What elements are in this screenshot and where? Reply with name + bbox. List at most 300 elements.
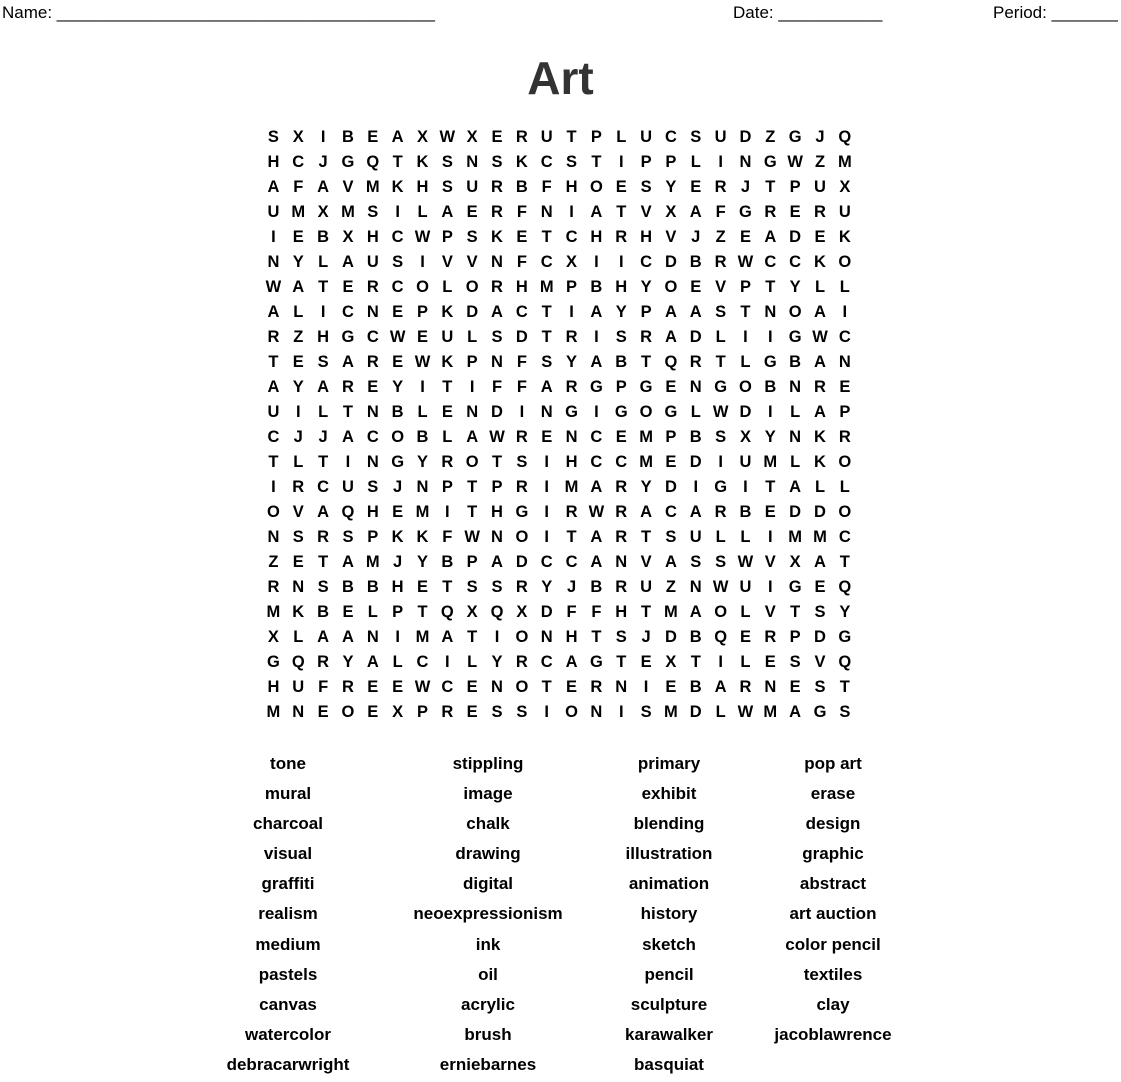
grid-letter: K: [441, 303, 454, 321]
grid-row: [261, 175, 857, 200]
grid-letter: M: [341, 203, 355, 221]
grid-row: [261, 475, 857, 500]
grid-letter: G: [714, 478, 728, 496]
grid-letter: N: [292, 578, 305, 596]
grid-letter: B: [689, 628, 702, 646]
grid-letter: S: [839, 703, 851, 721]
grid-letter: W: [588, 503, 605, 521]
grid-letter: T: [417, 603, 428, 621]
grid-letter: D: [689, 703, 702, 721]
grid-letter: H: [565, 453, 578, 471]
grid-letter: S: [491, 578, 503, 596]
grid-letter: Y: [839, 603, 851, 621]
grid-row: [261, 350, 857, 375]
grid-letter: H: [615, 278, 628, 296]
grid-letter: D: [664, 253, 677, 271]
grid-letter: B: [366, 578, 379, 596]
grid-letter: S: [367, 478, 379, 496]
grid-letter: U: [739, 578, 752, 596]
grid-letter: V: [466, 253, 478, 271]
grid-letter: T: [541, 678, 552, 696]
grid-letter: B: [689, 678, 702, 696]
grid-row: [261, 125, 857, 150]
word-list-item: graphic: [802, 844, 864, 864]
grid-letter: V: [640, 203, 652, 221]
grid-letter: F: [442, 528, 453, 546]
grid-letter: U: [540, 128, 553, 146]
grid-row: [261, 325, 857, 350]
grid-letter: U: [739, 453, 752, 471]
grid-letter: O: [267, 503, 280, 521]
grid-letter: H: [267, 153, 280, 171]
grid-letter: E: [466, 203, 478, 221]
grid-letter: B: [441, 553, 454, 571]
grid-letter: Z: [268, 553, 279, 571]
grid-letter: N: [366, 403, 379, 421]
grid-letter: T: [765, 478, 776, 496]
grid-letter: K: [391, 178, 404, 196]
grid-letter: H: [391, 578, 404, 596]
grid-letter: R: [491, 278, 503, 296]
grid-letter: E: [392, 303, 404, 321]
grid-letter: W: [812, 328, 828, 346]
grid-letter: C: [341, 303, 354, 321]
word-list-item: acrylic: [461, 994, 515, 1014]
grid-letter: M: [664, 603, 678, 621]
grid-letter: E: [789, 678, 801, 696]
grid-letter: A: [689, 603, 702, 621]
grid-letter: L: [293, 453, 304, 471]
grid-letter: H: [491, 503, 503, 521]
grid-letter: L: [740, 528, 751, 546]
grid-letter: R: [689, 353, 702, 371]
grid-letter: P: [416, 703, 428, 721]
grid-letter: Q: [664, 353, 678, 371]
grid-letter: N: [764, 678, 777, 696]
grid-letter: I: [519, 403, 525, 421]
grid-letter: G: [341, 328, 355, 346]
grid-letter: N: [366, 303, 379, 321]
grid-letter: V: [665, 228, 677, 246]
word-list-item: graffiti: [261, 874, 315, 894]
grid-letter: E: [764, 503, 776, 521]
grid-letter: E: [367, 678, 379, 696]
grid-letter: Y: [292, 253, 304, 271]
grid-letter: E: [367, 703, 379, 721]
grid-letter: E: [665, 378, 677, 396]
grid-letter: O: [739, 378, 752, 396]
word-list-item: erase: [810, 784, 856, 804]
grid-letter: P: [441, 228, 453, 246]
grid-letter: B: [590, 578, 603, 596]
grid-letter: Q: [714, 628, 728, 646]
grid-letter: L: [442, 278, 453, 296]
grid-letter: R: [441, 703, 454, 721]
grid-letter: A: [590, 528, 603, 546]
grid-letter: S: [491, 153, 503, 171]
grid-letter: L: [814, 278, 826, 296]
grid-letter: X: [839, 178, 851, 196]
grid-letter: T: [342, 403, 353, 421]
grid-letter: I: [271, 228, 276, 246]
grid-letter: E: [292, 353, 304, 371]
grid-letter: O: [838, 503, 852, 521]
grid-letter: N: [789, 428, 802, 446]
grid-letter: U: [814, 178, 826, 196]
grid-letter: U: [267, 403, 280, 421]
grid-letter: B: [689, 253, 702, 271]
grid-letter: C: [391, 278, 404, 296]
grid-letter: B: [789, 353, 802, 371]
grid-letter: S: [392, 253, 404, 271]
word-list-item: history: [640, 904, 698, 924]
grid-letter: A: [441, 203, 454, 221]
grid-letter: C: [789, 253, 802, 271]
word-list-item: illustration: [625, 844, 713, 864]
grid-letter: N: [292, 703, 305, 721]
grid-letter: A: [590, 553, 603, 571]
grid-letter: E: [441, 403, 453, 421]
grid-letter: T: [268, 453, 279, 471]
grid-letter: V: [441, 253, 453, 271]
grid-letter: U: [292, 678, 305, 696]
grid-row: [261, 225, 857, 250]
grid-letter: A: [689, 303, 702, 321]
grid-letter: F: [293, 178, 304, 196]
grid-letter: U: [714, 128, 727, 146]
grid-letter: I: [271, 478, 276, 496]
grid-letter: E: [466, 703, 478, 721]
grid-letter: L: [790, 453, 801, 471]
grid-letter: N: [466, 153, 479, 171]
grid-letter: I: [842, 303, 848, 321]
grid-letter: A: [491, 303, 503, 321]
grid-letter: W: [414, 678, 431, 696]
grid-letter: K: [814, 428, 826, 446]
grid-letter: S: [640, 178, 652, 196]
word-list-item: ink: [475, 934, 501, 954]
grid-letter: P: [441, 478, 453, 496]
grid-letter: G: [763, 153, 777, 171]
grid-letter: W: [389, 328, 406, 346]
grid-letter: O: [515, 678, 529, 696]
grid-letter: T: [839, 553, 850, 571]
grid-letter: N: [366, 453, 379, 471]
grid-row: [261, 200, 857, 225]
grid-letter: H: [615, 603, 628, 621]
grid-letter: I: [594, 328, 599, 346]
grid-letter: I: [594, 403, 599, 421]
grid-letter: Y: [392, 378, 404, 396]
grid-letter: J: [393, 478, 403, 496]
grid-letter: D: [664, 628, 677, 646]
grid-letter: N: [416, 478, 429, 496]
grid-letter: A: [764, 228, 777, 246]
grid-letter: S: [715, 553, 727, 571]
grid-letter: T: [442, 578, 453, 596]
grid-letter: U: [838, 203, 851, 221]
grid-letter: H: [565, 628, 578, 646]
grid-letter: C: [391, 228, 404, 246]
grid-letter: S: [441, 178, 453, 196]
grid-row: [261, 275, 857, 300]
grid-letter: L: [417, 403, 428, 421]
grid-letter: H: [366, 503, 379, 521]
grid-letter: A: [391, 128, 404, 146]
grid-letter: H: [590, 228, 603, 246]
grid-letter: V: [764, 603, 776, 621]
grid-letter: T: [715, 353, 726, 371]
grid-letter: I: [395, 203, 400, 221]
word-list-item: canvas: [259, 994, 317, 1014]
grid-letter: I: [469, 378, 475, 396]
grid-letter: D: [466, 303, 479, 321]
grid-row: [261, 600, 857, 625]
grid-letter: C: [615, 453, 628, 471]
grid-letter: N: [590, 703, 603, 721]
grid-letter: K: [416, 528, 429, 546]
grid-letter: R: [515, 128, 528, 146]
grid-letter: C: [640, 253, 653, 271]
grid-letter: B: [739, 503, 752, 521]
grid-letter: I: [395, 628, 400, 646]
grid-letter: V: [814, 653, 826, 671]
grid-letter: E: [317, 703, 329, 721]
grid-letter: V: [764, 553, 776, 571]
grid-letter: N: [491, 353, 503, 371]
grid-letter: A: [814, 553, 826, 571]
word-list-item: digital: [462, 874, 514, 894]
word-list-item: chalk: [466, 814, 510, 834]
grid-letter: S: [267, 128, 279, 146]
grid-letter: E: [814, 228, 826, 246]
grid-letter: E: [615, 428, 627, 446]
grid-row: [261, 300, 857, 325]
grid-letter: V: [715, 278, 727, 296]
grid-letter: O: [639, 403, 653, 421]
grid-letter: K: [838, 228, 851, 246]
grid-letter: L: [293, 628, 304, 646]
grid-letter: I: [544, 453, 549, 471]
date-field-label: Date: ___________: [733, 3, 883, 22]
grid-letter: I: [718, 653, 723, 671]
grid-letter: M: [266, 603, 281, 621]
grid-letter: T: [566, 528, 577, 546]
grid-letter: X: [665, 653, 677, 671]
grid-letter: L: [318, 253, 329, 271]
grid-letter: I: [768, 578, 773, 596]
grid-letter: T: [591, 153, 602, 171]
word-list-item: pastels: [258, 964, 318, 984]
grid-letter: N: [466, 403, 479, 421]
grid-letter: E: [416, 578, 428, 596]
word-list-item: stippling: [452, 754, 524, 773]
grid-letter: E: [416, 328, 428, 346]
grid-letter: P: [416, 303, 428, 321]
grid-letter: L: [690, 403, 701, 421]
grid-letter: M: [788, 528, 803, 546]
grid-letter: Q: [838, 653, 852, 671]
grid-letter: G: [341, 153, 355, 171]
grid-letter: M: [291, 203, 306, 221]
grid-letter: C: [540, 653, 553, 671]
grid-letter: N: [366, 628, 379, 646]
grid-letter: F: [516, 253, 527, 271]
grid-letter: W: [712, 403, 729, 421]
grid-letter: K: [814, 453, 826, 471]
grid-letter: E: [814, 578, 826, 596]
grid-letter: P: [466, 353, 478, 371]
grid-letter: N: [540, 628, 553, 646]
grid-row: [261, 500, 857, 525]
grid-letter: P: [789, 628, 801, 646]
grid-letter: W: [737, 553, 754, 571]
grid-letter: U: [689, 528, 702, 546]
grid-letter: T: [690, 653, 701, 671]
grid-letter: A: [664, 553, 677, 571]
grid-letter: L: [417, 203, 428, 221]
grid-letter: Y: [640, 278, 652, 296]
grid-letter: E: [690, 278, 702, 296]
grid-letter: I: [618, 153, 624, 171]
grid-letter: T: [591, 628, 602, 646]
grid-row: [261, 425, 857, 450]
grid-letter: L: [715, 703, 726, 721]
grid-letter: M: [639, 428, 653, 446]
word-list-item: textiles: [803, 964, 863, 984]
grid-letter: C: [317, 478, 330, 496]
grid-letter: A: [317, 378, 330, 396]
grid-letter: Z: [715, 228, 726, 246]
grid-letter: K: [441, 353, 454, 371]
grid-letter: H: [267, 678, 280, 696]
grid-letter: A: [640, 503, 653, 521]
grid-letter: S: [292, 528, 304, 546]
grid-letter: X: [739, 428, 751, 446]
word-list-item: visual: [263, 844, 313, 864]
grid-letter: X: [317, 203, 329, 221]
grid-letter: R: [838, 428, 851, 446]
word-list-item: charcoal: [253, 814, 323, 834]
grid-letter: I: [320, 303, 326, 321]
grid-letter: G: [788, 578, 802, 596]
grid-letter: R: [764, 203, 777, 221]
grid-letter: E: [789, 203, 801, 221]
grid-letter: M: [365, 553, 380, 571]
grid-letter: S: [466, 228, 478, 246]
grid-letter: E: [739, 628, 751, 646]
grid-letter: A: [664, 303, 677, 321]
word-list-item: medium: [255, 934, 321, 954]
grid-letter: M: [564, 478, 579, 496]
grid-letter: G: [614, 403, 628, 421]
grid-letter: S: [715, 303, 727, 321]
grid-letter: N: [491, 528, 503, 546]
grid-letter: S: [516, 453, 528, 471]
grid-letter: I: [544, 503, 549, 521]
grid-letter: K: [515, 153, 528, 171]
grid-letter: U: [466, 178, 479, 196]
grid-letter: N: [689, 578, 702, 596]
grid-letter: X: [292, 128, 304, 146]
period-field-label: Period: _______: [993, 3, 1118, 22]
grid-letter: O: [589, 178, 603, 196]
grid-letter: A: [341, 553, 354, 571]
grid-letter: N: [764, 303, 777, 321]
word-list-item: art auction: [789, 904, 877, 924]
grid-letter: E: [367, 378, 379, 396]
word-list-item: neoexpressionism: [413, 904, 563, 924]
grid-letter: R: [515, 578, 528, 596]
grid-row: [261, 675, 857, 700]
word-list-item: debracarwright: [226, 1054, 350, 1074]
grid-row: [261, 575, 857, 600]
grid-letter: D: [739, 403, 752, 421]
grid-row: [261, 625, 857, 650]
grid-letter: M: [813, 528, 827, 546]
grid-letter: L: [616, 128, 627, 146]
grid-letter: Y: [416, 453, 428, 471]
grid-letter: Y: [292, 378, 304, 396]
grid-letter: N: [491, 253, 503, 271]
grid-letter: T: [765, 278, 776, 296]
grid-letter: C: [416, 653, 429, 671]
grid-letter: U: [441, 328, 454, 346]
word-list-item: pop art: [804, 754, 862, 773]
grid-letter: N: [789, 378, 802, 396]
grid-letter: R: [640, 328, 653, 346]
grid-letter: E: [690, 178, 702, 196]
grid-letter: A: [590, 303, 603, 321]
grid-letter: L: [740, 603, 751, 621]
word-list-item: abstract: [799, 874, 867, 894]
grid-row: [261, 375, 857, 400]
grid-letter: S: [789, 653, 801, 671]
grid-letter: C: [441, 678, 454, 696]
grid-letter: G: [515, 503, 529, 521]
grid-letter: I: [544, 703, 549, 721]
grid-letter: F: [516, 353, 527, 371]
grid-letter: W: [414, 228, 431, 246]
grid-letter: F: [566, 603, 577, 621]
grid-letter: L: [715, 528, 726, 546]
grid-letter: K: [391, 528, 404, 546]
grid-letter: O: [416, 278, 429, 296]
grid-letter: R: [615, 503, 628, 521]
grid-letter: E: [566, 678, 578, 696]
grid-letter: Y: [491, 653, 503, 671]
grid-letter: I: [420, 253, 425, 271]
grid-letter: F: [318, 678, 329, 696]
grid-letter: A: [267, 378, 280, 396]
grid-letter: T: [318, 553, 329, 571]
grid-letter: N: [838, 353, 851, 371]
grid-letter: U: [640, 128, 653, 146]
word-list-item: watercolor: [245, 1024, 331, 1044]
grid-letter: R: [714, 178, 727, 196]
grid-row: [261, 450, 857, 475]
grid-letter: S: [690, 128, 702, 146]
grid-letter: N: [739, 153, 752, 171]
grid-letter: A: [267, 178, 280, 196]
grid-letter: A: [689, 203, 702, 221]
grid-letter: J: [691, 228, 701, 246]
grid-letter: S: [491, 703, 503, 721]
grid-letter: S: [317, 353, 329, 371]
grid-letter: E: [392, 353, 404, 371]
grid-letter: C: [366, 428, 379, 446]
grid-letter: R: [317, 528, 330, 546]
